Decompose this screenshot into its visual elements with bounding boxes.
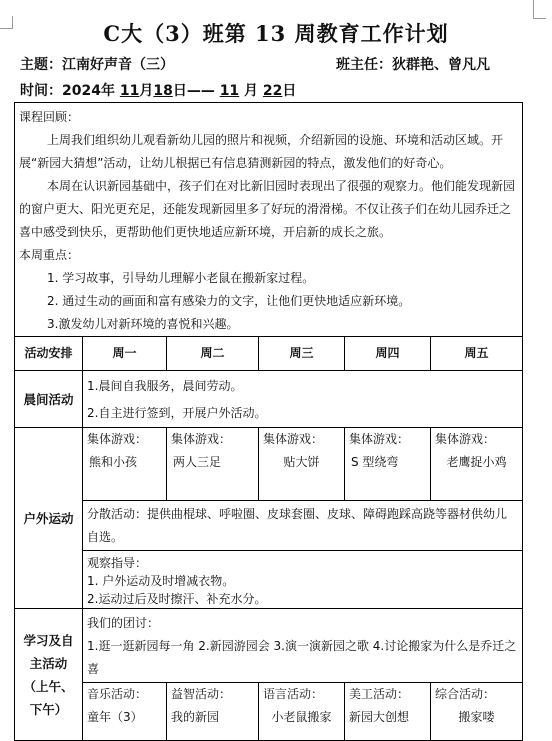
- game-cell-thursday: [345, 428, 431, 501]
- review-paragraph-1: 上周我们组织幼儿观看新幼儿园的照片和视频，介绍新园的设施、环境和活动区域。开展“新园大猜想”活动，让幼儿根据已有信息猜测新园的特点，激发他们的好奇心。: [19, 133, 504, 170]
- focus-item-1: 1. 学习故事，引导幼儿理解小老鼠在搬新家过程。: [47, 271, 315, 285]
- column-header-tuesday: 周二: [167, 337, 259, 371]
- date-end-day-char: 日: [282, 83, 297, 99]
- outdoor-observe-cell: [83, 551, 523, 609]
- date-line: [20, 80, 296, 100]
- game-cell-tuesday: [167, 428, 259, 501]
- date-label: 时间：: [20, 83, 62, 99]
- morning-label: 晨间活动: [15, 371, 83, 428]
- date-end-month: 11: [219, 83, 240, 99]
- game-cell-wednesday: [259, 428, 345, 501]
- activity-type: 美工活动：: [349, 687, 410, 701]
- review-heading: 课程回顾：: [19, 110, 80, 124]
- column-header-wednesday: 周三: [259, 337, 345, 371]
- study-group-cell: [83, 609, 523, 683]
- study-label-line-3: （上午、: [23, 678, 74, 694]
- focus-heading: 本周重点：: [19, 248, 80, 262]
- morning-cell: [83, 371, 523, 428]
- theme-label: 主题：: [20, 57, 62, 73]
- plan-table: [14, 102, 523, 741]
- date-start-day: 18: [153, 83, 173, 99]
- theme-line: [20, 54, 174, 74]
- date-separator: ——: [186, 83, 220, 99]
- game-name: 贴大饼: [283, 455, 320, 469]
- morning-row: [15, 371, 523, 428]
- group-discussion-text: 1.逛一逛新园每一角 2.新园游园会 3.演一演新园之歌 4.讨论搬家为什么是乔迁之喜: [87, 639, 517, 676]
- study-label-line-2: 主活动: [29, 655, 68, 671]
- focus-item-3: 3.激发幼儿对新环境的喜悦和兴趣。: [47, 317, 239, 331]
- morning-item-2: 2.自主进行签到，开展户外活动。: [87, 406, 267, 420]
- column-header-friday: 周五: [431, 337, 523, 371]
- outdoor-split-row: [15, 501, 523, 551]
- study-label: [15, 609, 83, 741]
- column-header-thursday: 周四: [345, 337, 431, 371]
- date-month-char: 月: [139, 83, 154, 99]
- review-row: [15, 103, 523, 337]
- date-year: 2024年: [62, 83, 115, 99]
- activity-name: 新园大创想: [349, 710, 410, 724]
- activity-name: 搬家喽: [458, 710, 495, 724]
- date-end-day: 22: [262, 83, 283, 99]
- game-cell-monday: [83, 428, 167, 501]
- outdoor-games-row: [15, 428, 523, 501]
- review-paragraph-2: 本周在认识新园基础中，孩子们在对比新旧园时表现出了很强的观察力。他们能发现新园的窗户更大、阳光更充足，还能发现新园里多了好玩的滑滑梯。不仅让孩子们在幼儿园乔迁之喜中感受到快乐，更帮助他们更快地适应新环境，开启新的成长之旅。: [19, 179, 516, 239]
- activity-type: 语言活动：: [263, 687, 324, 701]
- activity-name: 小老鼠搬家: [271, 710, 332, 724]
- game-type: 集体游戏：: [435, 432, 496, 446]
- activity-type: 综合活动：: [435, 687, 496, 701]
- group-discussion-heading: 我们的团讨：: [87, 616, 160, 630]
- game-type: 集体游戏：: [349, 432, 410, 446]
- game-type: 集体游戏：: [263, 432, 324, 446]
- activity-name: 童年（3）: [87, 710, 143, 724]
- header-row: [15, 337, 523, 371]
- theme-value: 江南好声音（三）: [62, 57, 174, 73]
- date-start-month: 11: [119, 83, 140, 99]
- observe-heading: 观察指导：: [87, 556, 148, 570]
- outdoor-label: 户外运动: [15, 428, 83, 609]
- observe-item-1: 1. 户外运动及时增减衣物。: [87, 574, 235, 588]
- focus-item-2: 2. 通过生动的画面和富有感染力的文字，让他们更快地适应新环境。: [47, 294, 411, 308]
- page-title: C大（3）班第 13 周教育工作计划: [103, 21, 449, 46]
- split-activity-text: 分散活动：提供曲棍球、呼啦圈、皮球套圈、皮球、障碍跑踩高跷等器材供幼儿自选。: [87, 507, 508, 544]
- date-end-month-char: 月: [244, 83, 259, 99]
- activity-name: 我的新园: [171, 710, 220, 724]
- teacher-value: 狄群艳、曾凡凡: [392, 57, 490, 73]
- game-cell-friday: [431, 428, 523, 501]
- game-name: S 型绕弯: [351, 455, 399, 469]
- teacher-line: [336, 54, 490, 74]
- activity-type: 音乐活动：: [87, 687, 148, 701]
- outdoor-observe-row: [15, 551, 523, 609]
- column-header-arrange: 活动安排: [15, 337, 83, 371]
- review-cell: [15, 103, 523, 337]
- game-name: 熊和小孩: [89, 455, 138, 469]
- date-day-char: 日: [172, 83, 187, 99]
- study-group-row: [15, 609, 523, 683]
- game-type: 集体游戏：: [171, 432, 232, 446]
- morning-item-1: 1.晨间自我服务，晨间劳动。: [87, 379, 243, 393]
- column-header-monday: 周一: [83, 337, 167, 371]
- teacher-label: 班主任：: [336, 57, 392, 73]
- game-type: 集体游戏：: [87, 432, 148, 446]
- study-label-line-4: 下午）: [29, 701, 68, 717]
- activity-type: 益智活动：: [171, 687, 232, 701]
- game-name: 老鹰捉小鸡: [446, 455, 507, 469]
- study-label-line-1: 学习及自: [23, 632, 74, 648]
- observe-item-2: 2.运动过后及时擦汗、补充水分。: [87, 592, 267, 606]
- page-corner-mark: [533, 0, 546, 19]
- outdoor-split-cell: [83, 501, 523, 551]
- game-name: 两人三足: [173, 455, 222, 469]
